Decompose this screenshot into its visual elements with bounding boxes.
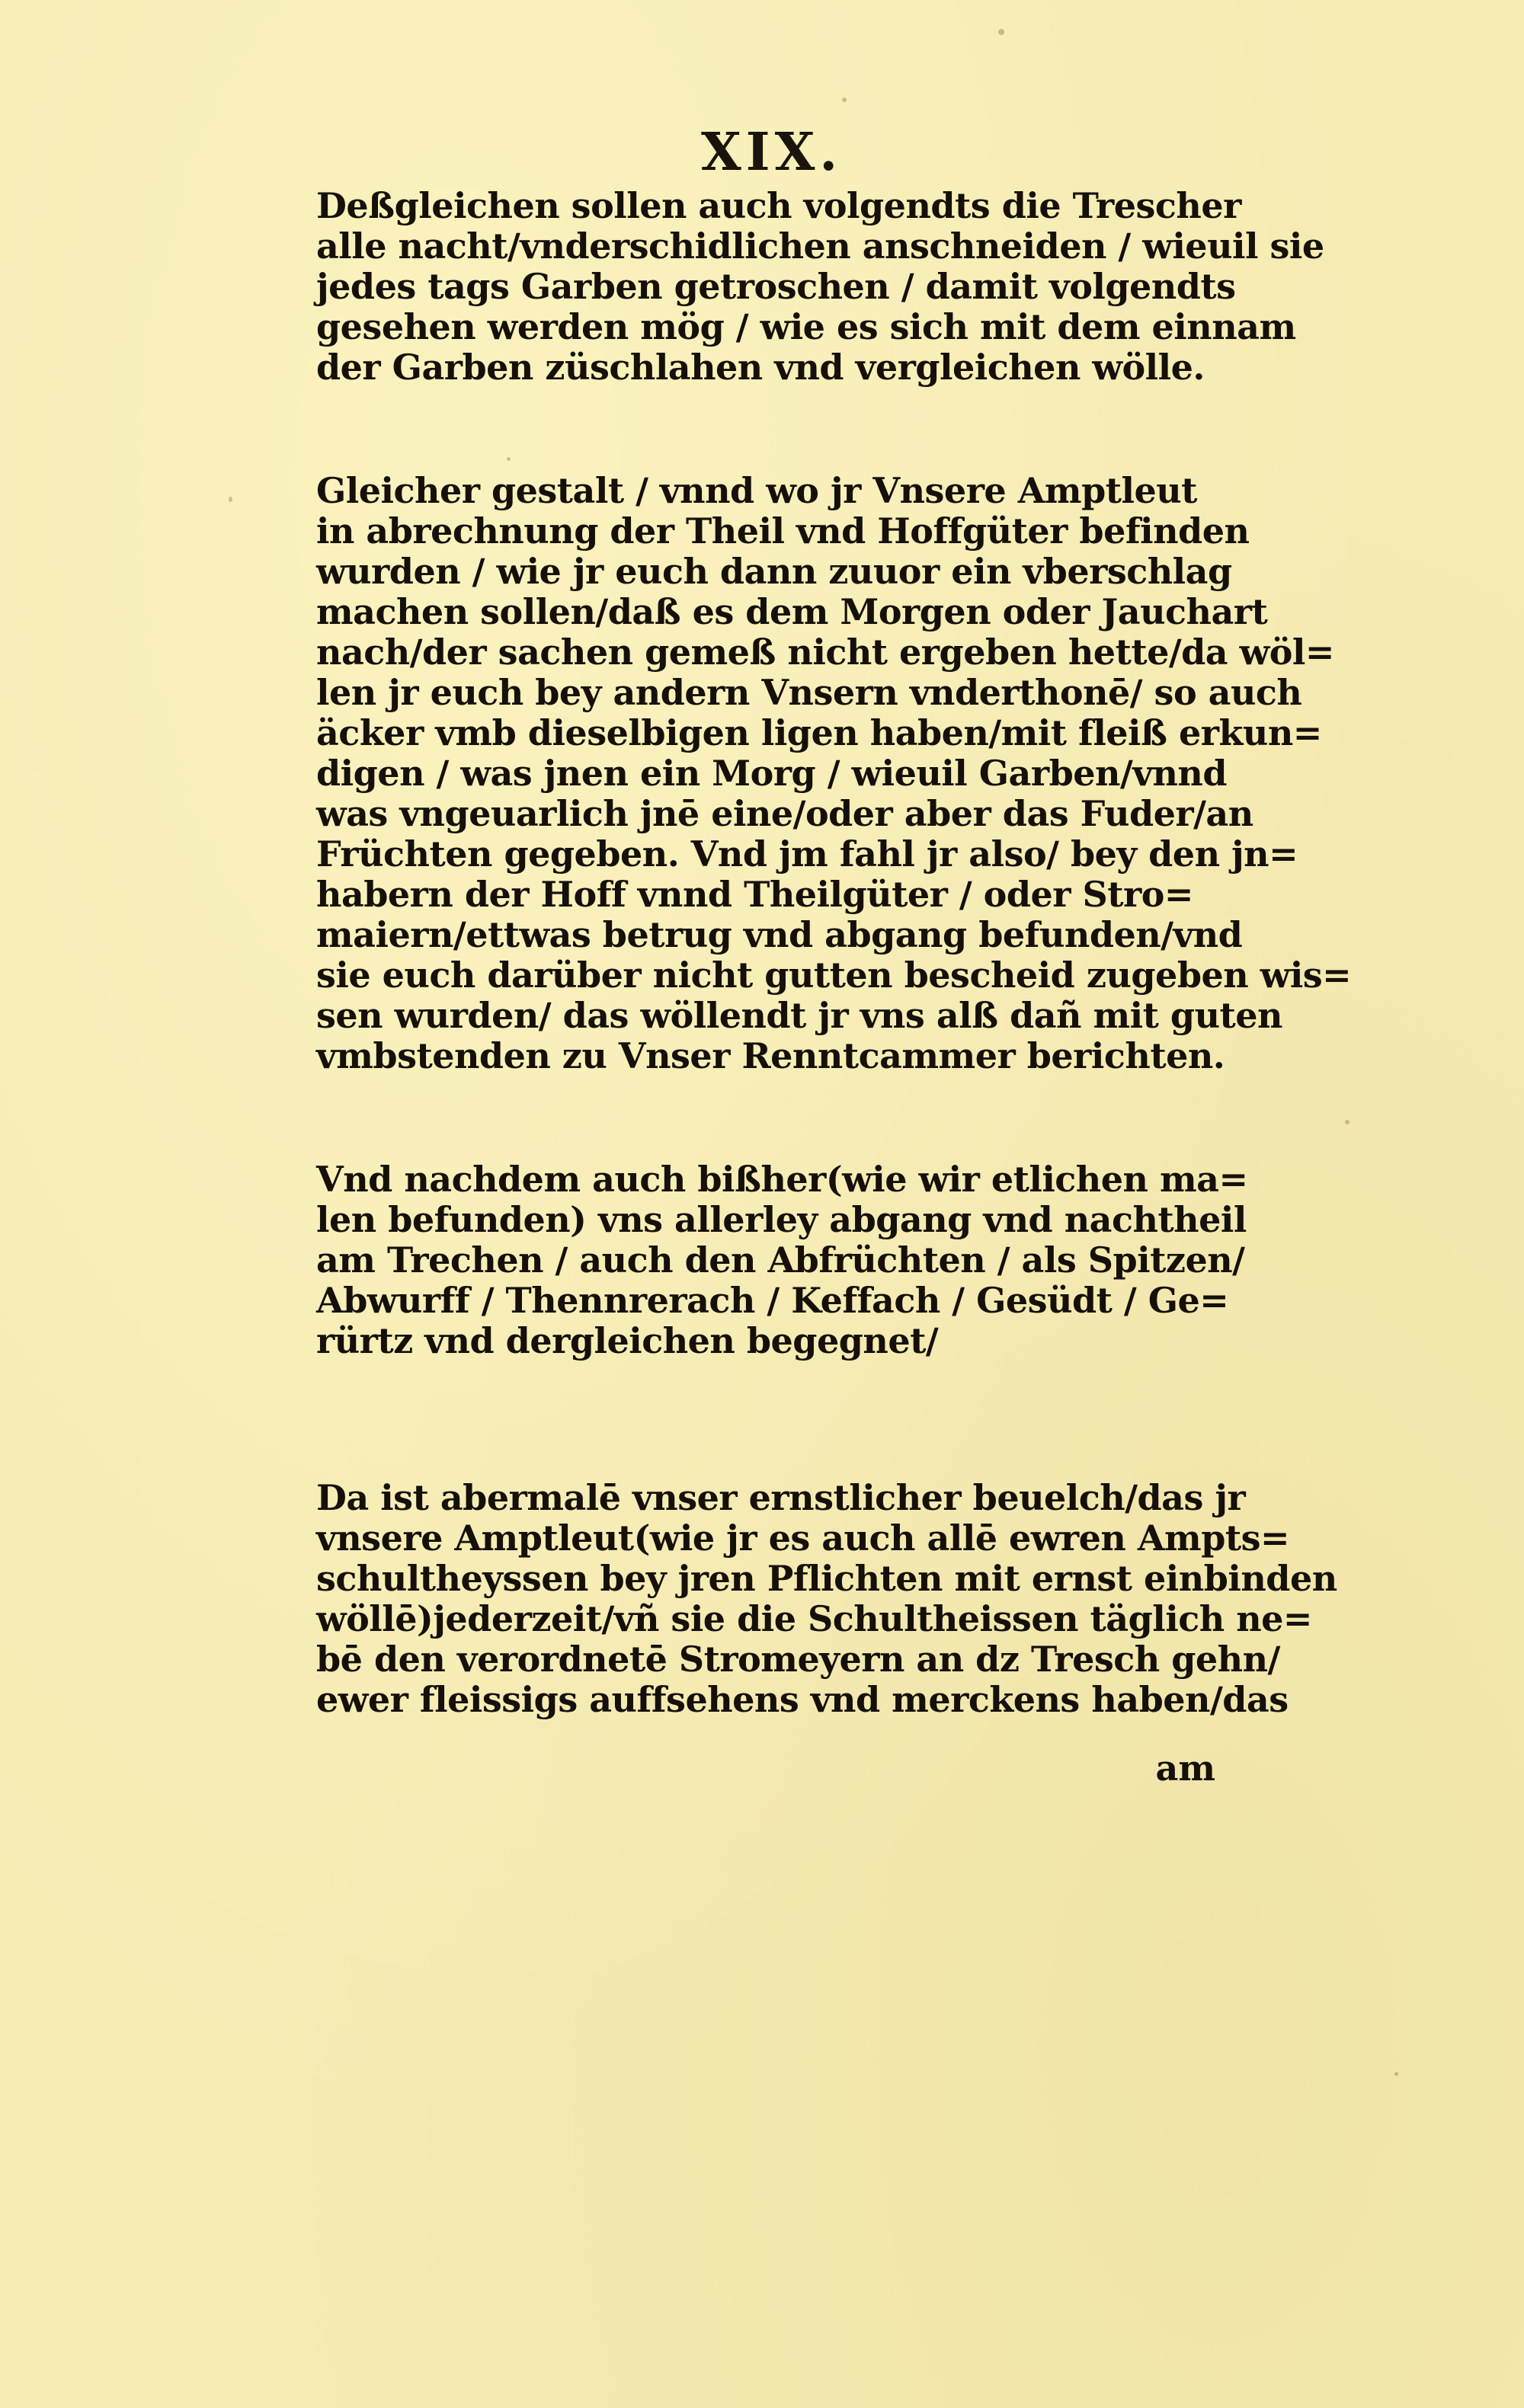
text-line: habern der Hoff vnnd Theilgüter / oder Stro= [316,874,1193,915]
text-line: machen sollen/daß es dem Morgen oder Jauchart [316,591,1268,632]
paragraph-3 [316,1159,1248,1380]
text-line: wurden / wie jr euch dann zuuor ein vberschlag [316,551,1232,592]
text-line: wöllē)jederzeit/vñ sie die Schultheissen täglich ne= [316,1598,1312,1639]
text-line: Früchten gegeben. Vnd jm fahl jr also/ bey den jn= [316,833,1298,875]
text-line: len jr euch bey andern Vnsern vnderthonē/ so auch [316,672,1302,713]
text-line: schultheyssen bey jren Pflichten mit ernst einbinden [316,1558,1337,1599]
folio-number: XIX. [701,122,843,183]
paragraph-2 [316,470,1352,1126]
text-line: der Garben züschlahen vnd vergleichen wölle. [316,347,1205,388]
text-line: sen wurden/ das wöllendt jr vns alß dañ mit guten [316,995,1282,1036]
paragraph-4 [316,1477,1337,1790]
text-line: digen / was jnen ein Morg / wieuil Garben/vnnd [316,753,1228,794]
paper-speck [1394,2072,1398,2076]
text-line: nach/der sachen gemeß nicht ergeben hette/da wöl= [316,632,1334,673]
text-line: Abwurff / Thennrerach / Keffach / Gesüdt / Ge= [316,1280,1229,1321]
catchword: am [1155,1748,1215,1789]
paper-speck [998,29,1004,35]
text-line: alle nacht/vnderschidlichen anschneiden / wieuil sie [316,225,1324,267]
paragraph-1 [316,185,1324,407]
text-line: vnsere Amptleut(wie jr es auch allē ewren Ampts= [316,1517,1290,1559]
text-line: äcker vmb dieselbigen ligen haben/mit fleiß erkun= [316,712,1322,753]
paper-speck [1345,1120,1350,1124]
text-line: Deßgleichen sollen auch volgendts die Trescher [316,185,1241,226]
text-line: Vnd nachdem auch bißher(wie wir etlichen ma= [316,1159,1248,1200]
text-line: len befunden) vns allerley abgang vnd nachtheil [316,1199,1247,1240]
paper-speck [842,98,847,102]
text-line: was vngeuarlich jnē eine/oder aber das Fuder/an [316,793,1253,834]
text-line: maiern/ettwas betrug vnd abgang befunden/vnd [316,914,1243,955]
text-line: sie euch darüber nicht gutten bescheid zugeben wis= [316,955,1352,996]
text-line: am Trechen / auch den Abfrüchten / als Spitzen/ [316,1239,1245,1281]
text-line: jedes tags Garben getroschen / damit volgendts [316,266,1236,307]
text-line: vmbstenden zu Vnser Renntcammer berichten. [316,1035,1225,1076]
paper-speck [229,497,232,502]
text-line: Gleicher gestalt / vnnd wo jr Vnsere Amptleut [316,470,1197,511]
text-line: Da ist abermalē vnser ernstlicher beuelch/das jr [316,1477,1246,1518]
text-line: ewer fleissigs auffsehens vnd merckens haben/das [316,1679,1289,1720]
text-line: rürtz vnd dergleichen begegnet/ [316,1320,939,1361]
text-line: bē den verordnetē Stromeyern an dz Tresch gehn/ [316,1639,1280,1680]
text-line: in abrechnung der Theil vnd Hoffgüter befinden [316,510,1250,552]
text-line: gesehen werden mög / wie es sich mit dem einnam [316,306,1296,347]
paper-speck [507,457,511,461]
